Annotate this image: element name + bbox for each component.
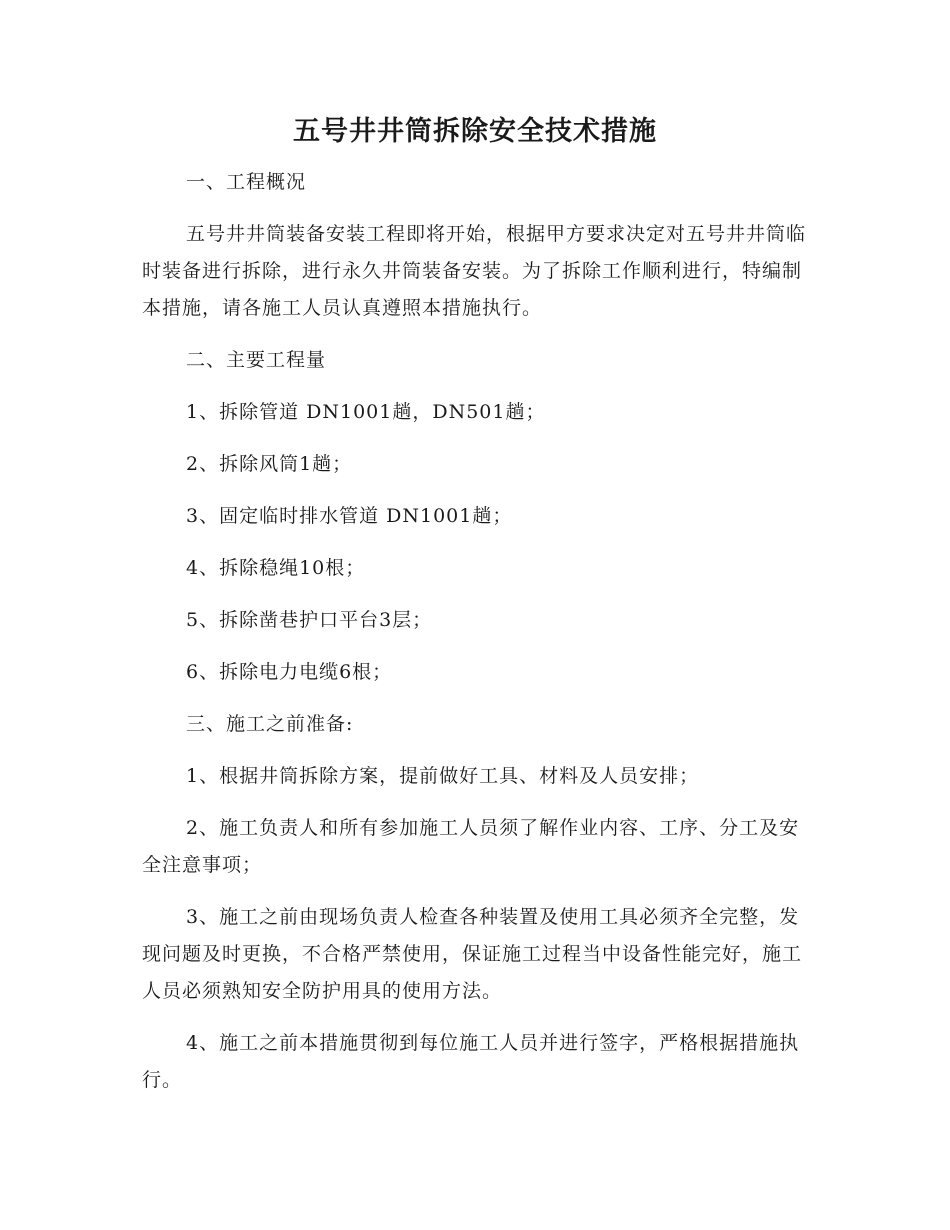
list-item: 2、拆除风筒1趟； bbox=[186, 453, 353, 475]
paragraph: 五号井井筒装备安装工程即将开始，根据甲方要求决定对五号井井筒临时装备进行拆除，进行永久井筒装备安装。为了拆除工作顺利进行，特编制本措施，请各施工人员认真遵照本措施执行。 bbox=[142, 223, 807, 319]
document-title: 五号井井筒拆除安全技术措施 bbox=[293, 116, 657, 147]
document-body bbox=[142, 164, 810, 1099]
list-item: 2、施工负责人和所有参加施工人员须了解作业内容、工序、分工及安全注意事项； bbox=[142, 817, 800, 876]
list-item: 3、施工之前由现场负责人检查各种装置及使用工具必须齐全完整，发现问题及时更换，不合格严禁使用，保证施工过程当中设备性能完好，施工人员必须熟知安全防护用具的使用方法。 bbox=[142, 906, 803, 1002]
list-item: 4、施工之前本措施贯彻到每位施工人员并进行签字，严格根据措施执行。 bbox=[142, 1032, 800, 1091]
section-heading: 一、工程概况 bbox=[186, 171, 307, 193]
list-item: 4、拆除稳绳10根； bbox=[186, 557, 366, 579]
list-item: 5、拆除凿巷护口平台3层； bbox=[186, 609, 433, 631]
list-item: 1、根据井筒拆除方案，提前做好工具、材料及人员安排； bbox=[186, 765, 700, 787]
list-item: 6、拆除电力电缆6根； bbox=[186, 661, 393, 683]
list-item: 3、固定临时排水管道 DN1001趟； bbox=[186, 505, 513, 527]
list-item: 1、拆除管道 DN1001趟，DN501趟； bbox=[186, 401, 546, 423]
section-heading: 二、主要工程量 bbox=[186, 349, 327, 371]
section-heading: 三、施工之前准备: bbox=[186, 713, 354, 735]
